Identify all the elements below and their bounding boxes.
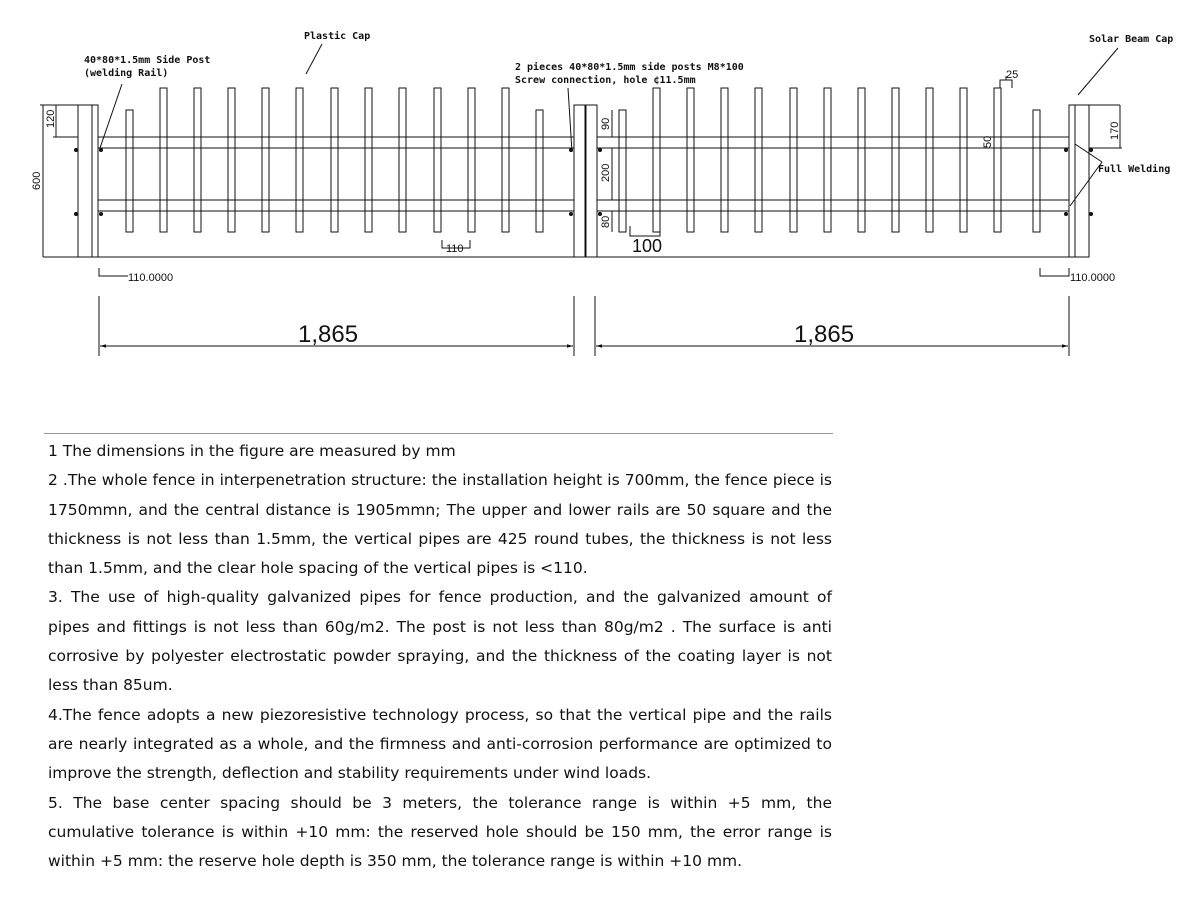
side-post-label: 40*80*1.5mm Side Post xyxy=(84,55,211,66)
picket xyxy=(399,88,406,232)
middle-posts-sublabel: Screw connection, hole ¢11.5mm xyxy=(515,75,696,86)
notes xyxy=(48,437,832,876)
picket xyxy=(160,88,167,232)
dim-25: 25 xyxy=(1006,69,1019,81)
dim-200: 200 xyxy=(600,163,612,182)
dim-span-right: 1,865 xyxy=(794,321,855,348)
dim-right-offset: 110.0000 xyxy=(1070,272,1116,284)
picket xyxy=(331,88,338,232)
dim-80: 80 xyxy=(600,215,612,228)
dim-120: 120 xyxy=(45,109,57,128)
side-post-sublabel: (welding Rail) xyxy=(84,68,169,79)
note-2: 2 .The whole fence in interpenetration structure: the installation height is 700mm, the fence piece is 1750mmn, and the central distance is 1905mmn; The upper and lower rails are 50 square and the thickness is not less than 1.5mm, the vertical pipes are 425 round tubes, the thickness is not less than 1.5mm, and the clear hole spacing of the vertical pipes is <110. xyxy=(48,471,832,578)
note-3: 3. The use of high-quality galvanized pipes for fence production, and the galvanized amount of pipes and fittings is not less than 60g/m2. The post is not less than 80g/m2 . The surface is anti corrosive by polyester electrostatic powder spraying, and the thickness of the coating layer is not less than 85um. xyxy=(48,588,832,695)
picket xyxy=(468,88,475,232)
dim-left-offset: 110.0000 xyxy=(128,272,174,284)
dim-span-left: 1,865 xyxy=(298,321,359,348)
right-post xyxy=(1069,105,1089,257)
picket xyxy=(296,88,303,232)
picket xyxy=(194,88,201,232)
bottom-rail xyxy=(98,200,1069,211)
picket xyxy=(653,88,660,232)
picket xyxy=(434,88,441,232)
note-5: 5. The base center spacing should be 3 meters, the tolerance range is within +5 mm, the cumulative tolerance is within +10 mm: the reserved hole should be 150 mm, the error range is within +5 mm: the reserve hole depth is 350 mm, the tolerance range is within +10 mm. xyxy=(48,793,832,871)
dim-90: 90 xyxy=(600,117,612,130)
dim-170: 170 xyxy=(1109,121,1121,140)
left-post xyxy=(78,105,98,257)
picket xyxy=(228,88,235,232)
vertical-pipes xyxy=(126,88,1040,232)
dim-50: 50 xyxy=(982,135,994,148)
dim-100: 100 xyxy=(632,236,663,256)
notes-divider xyxy=(44,433,833,434)
picket xyxy=(755,88,762,232)
picket xyxy=(960,88,967,232)
note-4: 4.The fence adopts a new piezoresistive technology process, so that the vertical pipe and the rails are nearly integrated as a whole, and the firmness and anti-corrosion performance are optimized to improve the strength, deflection and stability requirements under wind loads. xyxy=(48,705,832,783)
full-welding-label: Full Welding xyxy=(1098,164,1171,175)
picket xyxy=(502,88,509,232)
picket xyxy=(721,88,728,232)
dim-110: 110 xyxy=(446,243,464,255)
plastic-cap-label: Plastic Cap xyxy=(304,31,371,42)
picket xyxy=(824,88,831,232)
dim-600: 600 xyxy=(31,171,43,190)
picket xyxy=(858,88,865,232)
fence-drawing xyxy=(0,0,1200,430)
top-rail xyxy=(98,137,1069,148)
middle-posts xyxy=(574,105,597,257)
picket xyxy=(994,88,1001,232)
picket xyxy=(619,110,626,232)
picket xyxy=(536,110,543,232)
solar-cap-label: Solar Beam Cap xyxy=(1089,34,1174,45)
middle-posts-label: 2 pieces 40*80*1.5mm side posts M8*100 xyxy=(515,62,744,73)
picket xyxy=(790,88,797,232)
note-1: 1 The dimensions in the figure are measured by mm xyxy=(48,442,456,460)
picket xyxy=(1033,110,1040,232)
picket xyxy=(926,88,933,232)
picket xyxy=(892,88,899,232)
picket xyxy=(126,110,133,232)
picket xyxy=(262,88,269,232)
picket xyxy=(365,88,372,232)
picket xyxy=(687,88,694,232)
